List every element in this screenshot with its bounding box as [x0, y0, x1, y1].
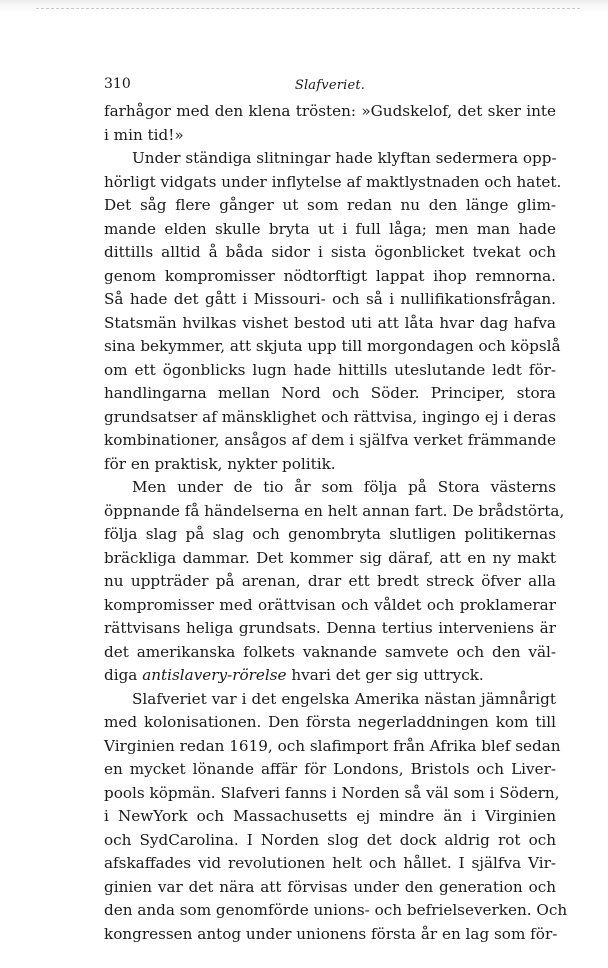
text-line: Men under de tio år som följa på Stora västerns	[132, 478, 556, 496]
text-line: Slafveriet var i det engelska Amerika nästan jämnårigt	[132, 689, 556, 708]
italic-term: antislavery-rörelse	[142, 666, 287, 684]
text-line: hörligt vidgats under inflytelse af maktlystnaden och hatet.	[104, 172, 562, 191]
text-line: nu uppträder på arenan, drar ett bredt streck öfver alla	[104, 572, 556, 590]
text-line: genom kompromisser nödtorftigt lappat ihop remnorna.	[104, 266, 556, 285]
text-line-emphasis	[104, 664, 556, 688]
text-line: följa slag på slag och genombryta slutligen politikernas	[104, 525, 556, 543]
text-line: Under ständiga slitningar hade klyftan sedermera opp-	[132, 149, 557, 167]
text-line: kongressen antog under unionens första år en lag som för-	[104, 924, 558, 943]
text-line: öppnande få händelserna en helt annan fart. De brådstörta,	[104, 501, 565, 520]
page-number: 310	[104, 76, 131, 92]
line-suffix: hvari det ger sig uttryck.	[286, 666, 484, 684]
text-line: ginien var det nära att förvisas under den generation och	[104, 877, 556, 896]
text-line: det amerikanska folkets vaknande samvete och den väl-	[104, 642, 556, 661]
text-line: sina bekymmer, att skjuta upp till morgondagen och köpslå	[104, 337, 561, 355]
text-line: handlingarna mellan Nord och Söder. Principer, stora	[104, 384, 556, 402]
line-prefix: diga	[104, 666, 143, 684]
text-line: för en praktisk, nykter politik.	[104, 454, 336, 473]
text-line: en mycket lönande affär för Londons, Bristols och Liver-	[104, 760, 556, 778]
text-line: kompromisser med orättvisan och våldet och proklamerar	[104, 595, 556, 614]
text-line: rättvisans heliga grundsats. Denna tertius interveniens är	[104, 619, 556, 637]
text-line: pools köpmän. Slafveri fanns i Norden så väl som i Södern,	[104, 783, 560, 802]
text-line: i min tid!»	[104, 125, 184, 144]
book-page	[104, 74, 568, 946]
running-title: Slafveriet.	[294, 78, 366, 93]
text-line: med kolonisationen. Den första negerladdningen kom till	[104, 713, 556, 731]
running-head	[104, 74, 556, 100]
text-line: grundsatser af mänsklighet och rättvisa, ingingo ej i deras	[104, 407, 556, 426]
text-line: kombinationer, ansågos af dem i själfva verket främmande	[104, 431, 556, 449]
text-line: om ett ögonblicks lugn hade hittills uteslutande ledt för-	[104, 360, 556, 379]
text-line: och SydCarolina. I Norden slog det dock aldrig rot och	[104, 830, 556, 849]
text-line: dittills alltid å båda sidor i sista ögonblicket tvekat och	[104, 243, 556, 261]
text-line: afskaffades vid revolutionen helt och hållet. I själfva Vir-	[104, 854, 556, 872]
scan-edge-shadow	[0, 0, 608, 18]
text-line: Så hade det gått i Missouri- och så i nullifikationsfrågan.	[104, 290, 556, 308]
text-line: Virginien redan 1619, och slafimport från Afrika blef sedan	[104, 736, 561, 755]
text-line: Statsmän hvilkas vishet bestod uti att låta hvar dag hafva	[104, 313, 556, 332]
body-text	[104, 100, 568, 946]
text-line: bräckliga dammar. Det kommer sig däraf, att en ny makt	[104, 548, 556, 567]
text-line: mande elden skulle bryta ut i full låga; men man hade	[104, 219, 556, 238]
text-line: farhågor med den klena trösten: »Gudskelof, det sker inte	[104, 102, 556, 120]
text-line: i NewYork och Massachusetts ej mindre än i Virginien	[104, 807, 556, 825]
text-line: Det såg flere gånger ut som redan nu den länge glim-	[104, 196, 556, 214]
text-line: den anda som genomförde unions- och befrielseverken. Och	[104, 901, 568, 919]
